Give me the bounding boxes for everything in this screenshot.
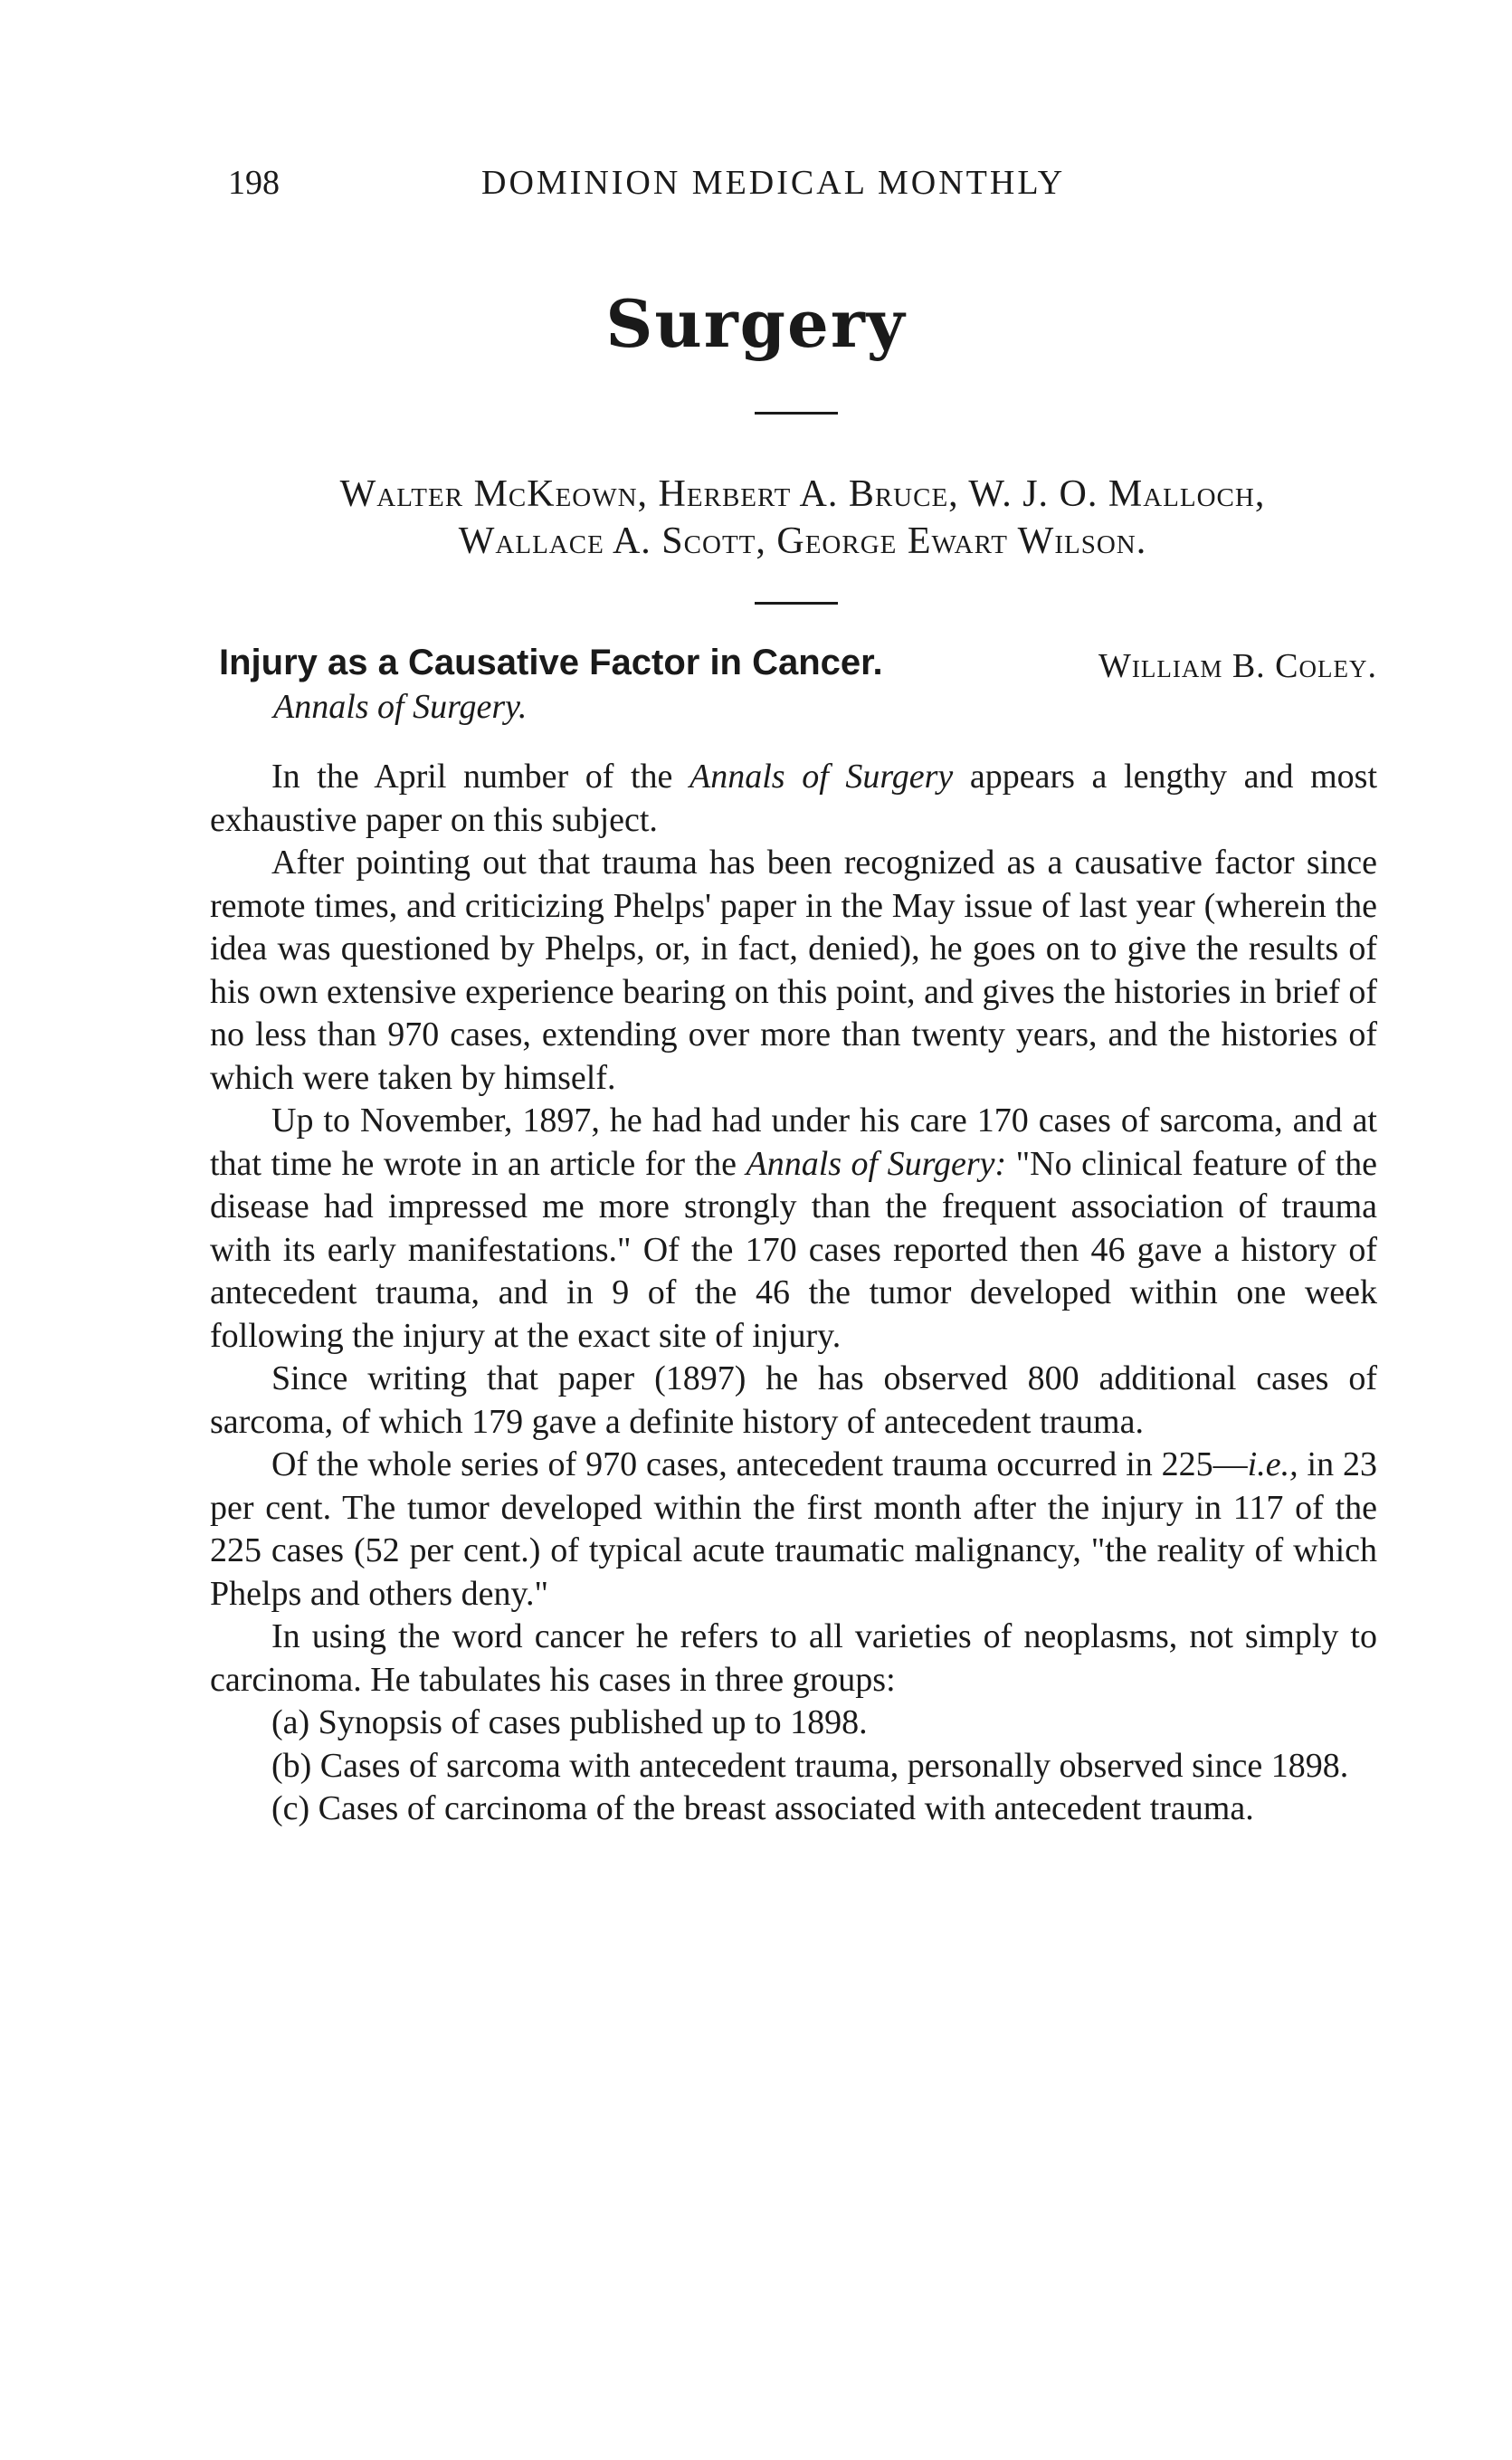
- editors-divider: [755, 602, 838, 605]
- section-divider: [755, 412, 838, 415]
- list-item: (b) Cases of sarcoma with antecedent trauma, personally observed since 1898.: [271, 1746, 1349, 1785]
- section-editors: [228, 471, 1377, 565]
- list-item: (c) Cases of carcinoma of the breast associated with antecedent trauma.: [271, 1789, 1254, 1827]
- article-body: [210, 756, 1377, 1831]
- article-title: Injury as a Causative Factor in Cancer.: [219, 643, 883, 682]
- editors-line: Walter McKeown, Herbert A. Bruce, W. J. O. Malloch,: [339, 473, 1266, 515]
- article-header: [219, 643, 1377, 727]
- paragraph: Since writing that paper (1897) he has observed 800 additional cases of sarcoma, of which 179 gave a definite history of antecedent trauma.: [210, 1359, 1377, 1441]
- article-source: Annals of Surgery.: [273, 688, 528, 726]
- editors-line: Wallace A. Scott, George Ewart Wilson.: [458, 520, 1147, 562]
- article-author: William B. Coley.: [1098, 647, 1377, 685]
- section-title: Surgery: [605, 285, 907, 362]
- paragraph: In using the word cancer he refers to all varieties of neoplasms, not simply to carcinoma. He tabulates his cases in three groups:: [210, 1617, 1377, 1699]
- running-header: [228, 163, 1368, 217]
- paragraph: Of the whole series of 970 cases, antecedent trauma occurred in 225—i.e., in 23 per cent. The tumor developed within the first month after the injury in 117 of the 225 cases (52 per cent.) of typical acute traumatic malignancy, "the reality of which Phelps and others deny.": [210, 1445, 1377, 1613]
- paragraph: After pointing out that trauma has been recognized as a causative factor since remote times, and criticizing Phelps' paper in the May issue of last year (wherein the idea was questioned by Phelps, or, in fact, denied), he goes on to give the results of his own extensive experience bearing on this point, and gives the histories in brief of no less than 970 cases, extending over more than twenty years, and the histories of which were taken by himself.: [210, 844, 1377, 1097]
- list-item: (a) Synopsis of cases published up to 1898.: [271, 1703, 868, 1741]
- paragraph: Up to November, 1897, he had had under his care 170 cases of sarcoma, and at that time he wrote in an article for the Annals of Surgery: "No clinical feature of the disease had impressed me more strongly than the frequent association of trauma with its early manifestations." Of the 170 cases reported then 46 gave a history of antecedent trauma, and in 9 of the 46 the tumor developed within one week following the injury at the exact site of injury.: [210, 1101, 1377, 1355]
- journal-title: DOMINION MEDICAL MONTHLY: [481, 164, 1066, 202]
- paragraph: In the April number of the Annals of Surgery appears a lengthy and most exhaustive paper on this subject.: [210, 758, 1377, 839]
- page-number: 198: [228, 164, 280, 202]
